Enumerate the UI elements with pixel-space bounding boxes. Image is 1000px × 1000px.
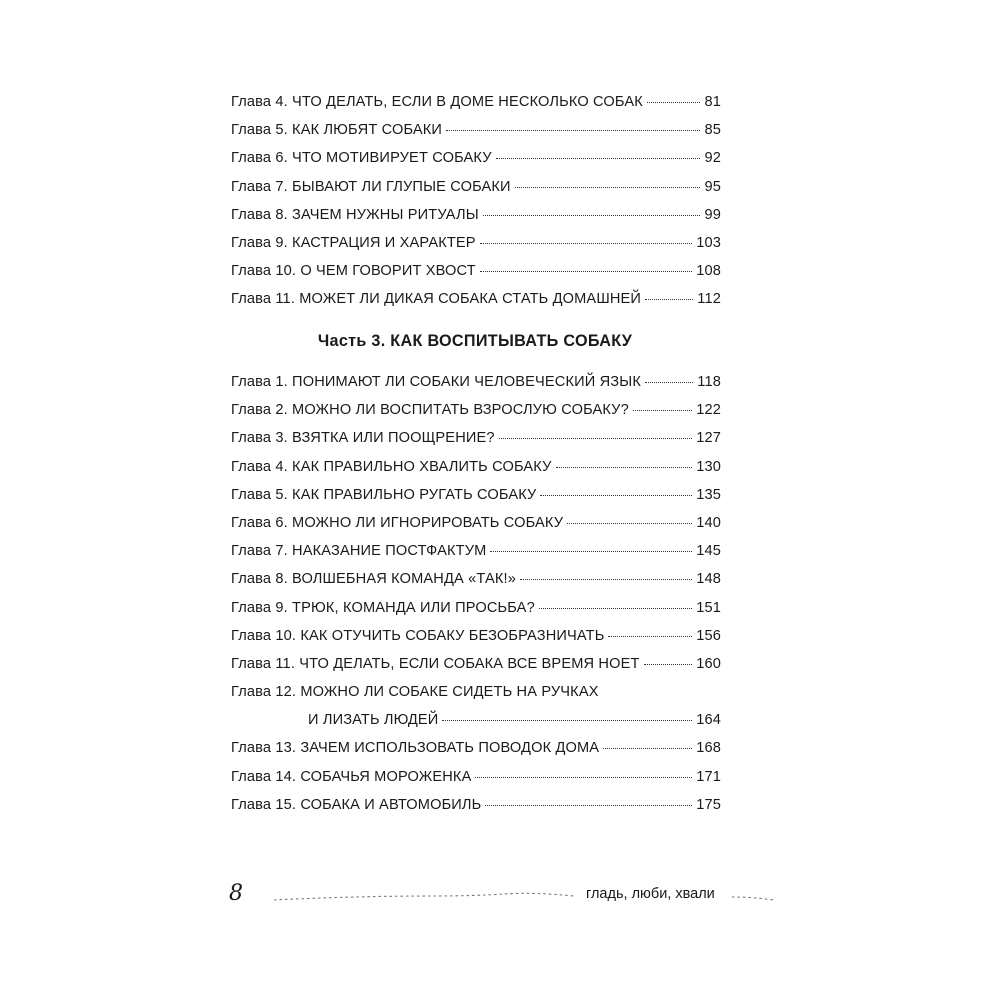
toc-entry-page: 160 — [696, 655, 721, 672]
running-title: гладь, люби, хвали — [586, 886, 715, 902]
toc-entry — [231, 537, 721, 565]
toc-entry — [231, 650, 721, 678]
toc-entry-title: Глава 13. ЗАЧЕМ ИСПОЛЬЗОВАТЬ ПОВОДОК ДОМА — [231, 740, 600, 757]
dot-leader — [556, 466, 693, 468]
dot-leader — [645, 381, 693, 383]
toc-entry-title: И ЛИЗАТЬ ЛЮДЕЙ — [308, 712, 439, 729]
toc-entry-page: 122 — [696, 402, 721, 419]
toc-entry — [231, 88, 721, 116]
toc-entry-page: 81 — [704, 94, 721, 110]
footer-wave-line — [274, 888, 574, 908]
toc-entry — [231, 144, 721, 172]
toc-entry-title: Глава 6. ЧТО МОТИВИРУЕТ СОБАКУ — [231, 150, 492, 167]
toc-entry — [231, 622, 721, 650]
toc-entry — [231, 734, 721, 762]
toc-entry-page: 130 — [696, 458, 721, 475]
toc-entry-page: 103 — [696, 234, 721, 251]
toc-entry-page: 140 — [696, 514, 721, 531]
toc-entry — [231, 453, 721, 481]
toc-entry-page: 85 — [704, 122, 721, 139]
toc-entry-title: Глава 12. МОЖНО ЛИ СОБАКЕ СИДЕТЬ НА РУЧКАХ — [231, 684, 599, 701]
toc-entry-title: Глава 5. КАК ПРАВИЛЬНО РУГАТЬ СОБАКУ — [231, 486, 537, 503]
dot-leader — [475, 776, 692, 778]
toc-entry — [231, 594, 721, 622]
dot-leader — [446, 129, 700, 131]
toc-entry-page: 99 — [704, 206, 721, 223]
toc-entry-title: Глава 9. КАСТРАЦИЯ И ХАРАКТЕР — [231, 234, 476, 251]
toc-entry — [231, 791, 721, 819]
dot-leader — [442, 719, 692, 721]
dot-leader — [480, 270, 692, 272]
toc-entry-title: Глава 15. СОБАКА И АВТОМОБИЛЬ — [231, 796, 482, 813]
toc-entry-page: 151 — [696, 599, 721, 616]
toc-entry-page: 127 — [696, 430, 721, 447]
toc-entry-title: Глава 14. СОБАЧЬЯ МОРОЖЕНКА — [231, 768, 472, 785]
dot-leader — [490, 550, 692, 552]
toc-entry — [231, 763, 721, 791]
toc-entry-title: Глава 11. ЧТО ДЕЛАТЬ, ЕСЛИ СОБАКА ВСЕ ВРЕМЯ НОЕТ — [231, 655, 640, 672]
toc-entry-page: 175 — [696, 796, 721, 813]
dot-leader — [645, 298, 693, 300]
dot-leader — [485, 804, 692, 806]
toc-entry — [231, 678, 721, 706]
toc-entry-page: 95 — [704, 178, 721, 195]
dot-leader — [539, 607, 692, 609]
toc-entry-title: Глава 10. КАК ОТУЧИТЬ СОБАКУ БЕЗОБРАЗНИЧАТЬ — [231, 627, 605, 644]
toc-entry-title: Глава 10. О ЧЕМ ГОВОРИТ ХВОСТ — [231, 263, 476, 280]
toc-entry — [231, 285, 721, 313]
toc-entry-title: Глава 7. НАКАЗАНИЕ ПОСТФАКТУМ — [231, 543, 487, 560]
toc-entry — [231, 201, 721, 229]
toc-entry — [231, 396, 721, 424]
toc-entry-title: Глава 9. ТРЮК, КОМАНДА ИЛИ ПРОСЬБА? — [231, 599, 535, 616]
dot-leader — [520, 578, 692, 580]
toc-entry-title: Глава 4. ЧТО ДЕЛАТЬ, ЕСЛИ В ДОМЕ НЕСКОЛЬКО СОБАК — [231, 94, 643, 110]
dot-leader — [647, 101, 701, 103]
toc-entry-title: Глава 1. ПОНИМАЮТ ЛИ СОБАКИ ЧЕЛОВЕЧЕСКИЙ ЯЗЫК — [231, 374, 641, 390]
toc-entry-page: 92 — [704, 150, 721, 167]
footer-wave-line-right — [732, 888, 777, 908]
toc-part3-list — [231, 368, 721, 819]
toc-entry-title: Глава 7. БЫВАЮТ ЛИ ГЛУПЫЕ СОБАКИ — [231, 178, 511, 195]
toc-entry-page: 112 — [697, 291, 721, 308]
toc-entry-page: 148 — [696, 571, 721, 588]
toc-entry — [231, 229, 721, 257]
part3-heading: Часть 3. КАК ВОСПИТЫВАТЬ СОБАКУ — [317, 332, 633, 350]
page-number: 8 — [229, 881, 243, 906]
toc-entry — [231, 116, 721, 144]
dot-leader — [567, 522, 692, 524]
toc-entry-page: 145 — [696, 543, 721, 560]
toc-entry-page: 164 — [696, 712, 721, 729]
toc-entry-title: Глава 11. МОЖЕТ ЛИ ДИКАЯ СОБАКА СТАТЬ ДОМАШНЕЙ — [231, 291, 642, 308]
dot-leader — [608, 635, 692, 637]
toc-entry — [231, 173, 721, 201]
toc-entry — [231, 481, 721, 509]
toc-entry — [231, 424, 721, 452]
dot-leader — [499, 437, 693, 439]
toc-part2-list — [231, 88, 721, 314]
toc-entry-page: 156 — [696, 627, 721, 644]
toc-entry — [231, 368, 721, 396]
dot-leader — [496, 157, 701, 159]
dot-leader — [515, 186, 701, 188]
toc-entry-title: Глава 8. ВОЛШЕБНАЯ КОМАНДА «ТАК!» — [231, 571, 516, 588]
toc-entry-title: Глава 4. КАК ПРАВИЛЬНО ХВАЛИТЬ СОБАКУ — [231, 458, 552, 475]
toc-entry-continuation — [231, 706, 721, 734]
toc-entry-title: Глава 6. МОЖНО ЛИ ИГНОРИРОВАТЬ СОБАКУ — [231, 514, 564, 531]
toc-entry — [231, 565, 721, 593]
toc-entry-title: Глава 8. ЗАЧЕМ НУЖНЫ РИТУАЛЫ — [231, 206, 479, 223]
dot-leader — [603, 747, 692, 749]
dot-leader — [633, 409, 692, 411]
toc-entry-title: Глава 5. КАК ЛЮБЯТ СОБАКИ — [231, 122, 443, 139]
toc-entry-page: 168 — [696, 740, 721, 757]
toc-entry-page: 118 — [697, 374, 721, 390]
toc-entry-title: Глава 3. ВЗЯТКА ИЛИ ПООЩРЕНИЕ? — [231, 430, 495, 447]
toc-entry — [231, 257, 721, 285]
toc-entry — [231, 509, 721, 537]
dot-leader — [540, 494, 692, 496]
dot-leader — [644, 663, 693, 665]
toc-entry-page: 108 — [696, 263, 721, 280]
toc-entry-title: Глава 2. МОЖНО ЛИ ВОСПИТАТЬ ВЗРОСЛУЮ СОБАКУ? — [231, 402, 629, 419]
dot-leader — [483, 214, 701, 216]
dot-leader — [480, 242, 692, 244]
toc-entry-page: 135 — [696, 486, 721, 503]
toc-entry-page: 171 — [696, 768, 721, 785]
